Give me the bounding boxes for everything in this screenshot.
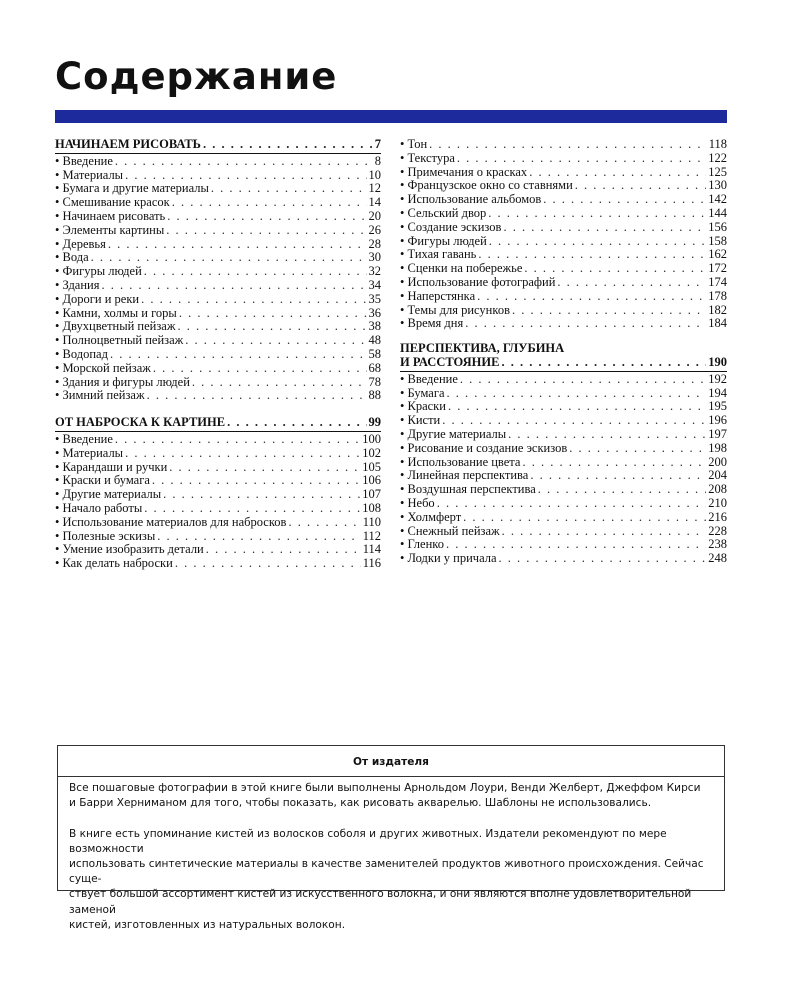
toc-entry[interactable] bbox=[55, 474, 381, 488]
toc-entry[interactable] bbox=[400, 248, 727, 262]
leader-dots bbox=[144, 265, 367, 279]
note-line: В книге есть упоминание кистей из волосков соболя и других животных. Издатели рекомендуют по мере возможности bbox=[69, 827, 667, 855]
entry-label: • Начало работы bbox=[55, 500, 143, 515]
page-number: 99 bbox=[368, 415, 381, 430]
entry-label: • Введение bbox=[55, 153, 113, 168]
page-number: 210 bbox=[708, 495, 727, 510]
page-number: 182 bbox=[708, 302, 727, 317]
leader-dots bbox=[543, 193, 706, 207]
toc-entry[interactable] bbox=[55, 557, 381, 571]
page-number: 14 bbox=[368, 195, 381, 210]
toc-list bbox=[55, 155, 381, 403]
leader-dots bbox=[179, 307, 367, 321]
entry-label: • Фигуры людей bbox=[400, 233, 487, 248]
leader-dots bbox=[108, 238, 367, 252]
leader-dots bbox=[502, 525, 707, 539]
toc-entry[interactable] bbox=[400, 525, 727, 539]
toc-section-heading[interactable] bbox=[400, 356, 727, 370]
note-line: ствует большой ассортимент кистей из искусственного волокна, и они являются вполне удовлетворительной заменой bbox=[69, 888, 692, 916]
entry-label: • Дороги и реки bbox=[55, 291, 140, 306]
entry-label: • Элементы картины bbox=[55, 222, 165, 237]
page-number: 68 bbox=[368, 360, 381, 375]
leader-dots bbox=[477, 290, 706, 304]
page-number: 248 bbox=[708, 551, 727, 566]
leader-dots bbox=[429, 138, 707, 152]
page-number: 118 bbox=[708, 137, 727, 151]
page-number: 184 bbox=[708, 316, 727, 331]
toc-entry[interactable] bbox=[55, 362, 381, 376]
leader-dots bbox=[125, 169, 366, 183]
toc-left-column bbox=[55, 138, 381, 571]
toc-entry[interactable] bbox=[55, 461, 381, 475]
leader-dots bbox=[522, 456, 706, 470]
entry-label: • Морской пейзаж bbox=[55, 360, 151, 375]
page-number: 198 bbox=[708, 440, 727, 455]
page-number: 8 bbox=[374, 153, 381, 168]
page-number: 78 bbox=[368, 374, 381, 389]
toc-entry[interactable] bbox=[55, 169, 381, 183]
page-number: 162 bbox=[708, 247, 727, 262]
note-line: и Барри Херниманом для того, чтобы показать, как рисовать акварелью. Шаблоны не использовались. bbox=[69, 797, 652, 810]
entry-label: • Здания и фигуры людей bbox=[55, 374, 190, 389]
page-number: 216 bbox=[708, 509, 727, 524]
leader-dots bbox=[499, 552, 707, 566]
leader-dots bbox=[152, 474, 360, 488]
leader-dots bbox=[524, 262, 706, 276]
leader-dots bbox=[157, 530, 360, 544]
entry-label: • Введение bbox=[55, 431, 113, 446]
page-number: 108 bbox=[362, 500, 381, 515]
publisher-note-divider bbox=[58, 776, 724, 777]
entry-label: • Фигуры людей bbox=[55, 264, 142, 279]
page-number: 238 bbox=[708, 537, 727, 552]
page-number: 35 bbox=[368, 291, 381, 306]
toc-entry[interactable] bbox=[55, 320, 381, 334]
page-number: 28 bbox=[368, 236, 381, 251]
leader-dots bbox=[501, 356, 706, 370]
page-number: 110 bbox=[362, 514, 381, 529]
entry-label: • Наперстянка bbox=[400, 288, 476, 303]
leader-dots bbox=[227, 416, 366, 430]
leader-dots bbox=[141, 293, 366, 307]
entry-label: • Бумага и другие материалы bbox=[55, 181, 209, 196]
leader-dots bbox=[203, 138, 373, 152]
toc-entry[interactable] bbox=[400, 166, 727, 180]
page-number: 130 bbox=[708, 178, 727, 193]
page-number: 158 bbox=[708, 233, 727, 248]
entry-label: • Полноцветный пейзаж bbox=[55, 333, 184, 348]
toc-entry[interactable] bbox=[400, 290, 727, 304]
toc-entry[interactable] bbox=[55, 502, 381, 516]
entry-label: • Гленко bbox=[400, 537, 444, 552]
entry-label: • Карандаши и ручки bbox=[55, 459, 168, 474]
page-number: 7 bbox=[374, 137, 381, 151]
toc-entry[interactable] bbox=[400, 179, 727, 193]
note-line: кистей, изготовленных из натуральных волокон. bbox=[69, 918, 346, 931]
entry-label: • Использование фотографий bbox=[400, 274, 556, 289]
leader-dots bbox=[465, 317, 706, 331]
entry-label: • Деревья bbox=[55, 236, 106, 251]
entry-label: • Линейная перспектива bbox=[400, 468, 529, 483]
entry-label: • Камни, холмы и горы bbox=[55, 305, 177, 320]
leader-dots bbox=[177, 320, 366, 334]
leader-dots bbox=[172, 196, 367, 210]
page-number: 228 bbox=[708, 523, 727, 538]
toc-entry[interactable] bbox=[55, 210, 381, 224]
leader-dots bbox=[489, 235, 706, 249]
toc-entry[interactable] bbox=[55, 543, 381, 557]
title-rule bbox=[55, 110, 727, 123]
leader-dots bbox=[437, 497, 707, 511]
toc-entry[interactable] bbox=[55, 376, 381, 390]
toc-entry[interactable] bbox=[55, 389, 381, 403]
leader-dots bbox=[488, 207, 706, 221]
page-number: 30 bbox=[368, 250, 381, 265]
toc-entry[interactable] bbox=[400, 483, 727, 497]
page-number: 156 bbox=[708, 219, 727, 234]
page-title: Содержание bbox=[55, 55, 338, 98]
page-number: 36 bbox=[368, 305, 381, 320]
leader-dots bbox=[102, 279, 367, 293]
toc-entry[interactable] bbox=[400, 538, 727, 552]
entry-label: • Бумага bbox=[400, 385, 445, 400]
entry-label: • Водопад bbox=[55, 346, 108, 361]
leader-dots bbox=[460, 373, 706, 387]
page-number: 114 bbox=[362, 542, 381, 557]
publisher-note-title: От издателя bbox=[352, 756, 429, 768]
leader-dots bbox=[147, 389, 367, 403]
entry-label: • Холмферт bbox=[400, 509, 462, 524]
section-title-line: ПЕРСПЕКТИВА, ГЛУБИНА bbox=[400, 341, 565, 356]
leader-dots bbox=[167, 210, 366, 224]
entry-label: • Вода bbox=[55, 250, 89, 265]
leader-dots bbox=[457, 152, 706, 166]
leader-dots bbox=[538, 483, 706, 497]
leader-dots bbox=[211, 182, 367, 196]
page-number: 190 bbox=[708, 354, 727, 369]
entry-label: • Сельский двор bbox=[400, 205, 487, 220]
entry-label: • Использование материалов для набросков bbox=[55, 514, 287, 529]
page-number: 194 bbox=[708, 385, 727, 400]
entry-label: • Снежный пейзаж bbox=[400, 523, 500, 538]
entry-label: • Французское окно со ставнями bbox=[400, 178, 573, 193]
toc-entry[interactable] bbox=[400, 469, 727, 483]
entry-label: • Тон bbox=[400, 137, 428, 151]
toc-entry[interactable] bbox=[55, 447, 381, 461]
entry-label: • Полезные эскизы bbox=[55, 528, 156, 543]
publisher-note-paragraph bbox=[58, 781, 724, 811]
toc-entry[interactable] bbox=[400, 152, 727, 166]
entry-label: • Материалы bbox=[55, 445, 124, 460]
leader-dots bbox=[110, 348, 367, 362]
publisher-note-box bbox=[57, 745, 725, 931]
page-number: 178 bbox=[708, 288, 727, 303]
toc-entry[interactable] bbox=[400, 138, 727, 152]
entry-label: • Рисование и создание эскизов bbox=[400, 440, 568, 455]
leader-dots bbox=[557, 276, 706, 290]
toc-list bbox=[400, 373, 727, 566]
leader-dots bbox=[166, 224, 366, 238]
toc-entry[interactable] bbox=[400, 400, 727, 414]
toc-entry[interactable] bbox=[55, 488, 381, 502]
entry-label: • Сценки на побережье bbox=[400, 261, 523, 276]
toc-entry[interactable] bbox=[55, 433, 381, 447]
page-number: 107 bbox=[362, 487, 381, 502]
toc-entry[interactable] bbox=[400, 442, 727, 456]
toc-entry[interactable] bbox=[55, 334, 381, 348]
toc-section-heading[interactable] bbox=[55, 416, 381, 430]
toc-entry[interactable] bbox=[55, 155, 381, 169]
entry-label: • Краски и бумага bbox=[55, 473, 150, 488]
entry-label: • Умение изобразить детали bbox=[55, 542, 204, 557]
page-number: 208 bbox=[708, 482, 727, 497]
entry-label: • Краски bbox=[400, 399, 446, 414]
toc-entry[interactable] bbox=[55, 348, 381, 362]
entry-label: • Тихая гавань bbox=[400, 247, 477, 262]
toc-entry[interactable] bbox=[400, 317, 727, 331]
leader-dots bbox=[153, 362, 367, 376]
toc-entry[interactable] bbox=[55, 307, 381, 321]
leader-dots bbox=[169, 461, 360, 475]
leader-dots bbox=[508, 428, 706, 442]
page-number: 32 bbox=[368, 264, 381, 279]
toc-entry[interactable] bbox=[55, 516, 381, 530]
section-title: ОТ НАБРОСКА К КАРТИНЕ bbox=[55, 415, 226, 430]
entry-label: • Использование цвета bbox=[400, 454, 521, 469]
entry-label: • Использование альбомов bbox=[400, 192, 542, 207]
toc-entry[interactable] bbox=[400, 221, 727, 235]
page-number: 192 bbox=[708, 371, 727, 386]
page-number: 34 bbox=[368, 277, 381, 292]
toc-entry[interactable] bbox=[400, 304, 727, 318]
toc-entry[interactable] bbox=[400, 428, 727, 442]
page-number: 58 bbox=[368, 346, 381, 361]
toc-list bbox=[55, 433, 381, 571]
page-number: 116 bbox=[362, 556, 381, 571]
toc-entry[interactable] bbox=[400, 276, 727, 290]
toc-entry[interactable] bbox=[400, 552, 727, 566]
entry-label: • Кисти bbox=[400, 413, 441, 428]
entry-label: • Здания bbox=[55, 277, 100, 292]
entry-label: • Время дня bbox=[400, 316, 464, 331]
toc-entry[interactable] bbox=[55, 196, 381, 210]
toc-entry[interactable] bbox=[400, 456, 727, 470]
toc-entry[interactable] bbox=[55, 182, 381, 196]
leader-dots bbox=[448, 400, 706, 414]
leader-dots bbox=[530, 469, 706, 483]
toc-entry[interactable] bbox=[400, 414, 727, 428]
toc-entry[interactable] bbox=[55, 265, 381, 279]
toc-entry[interactable] bbox=[55, 293, 381, 307]
toc-entry[interactable] bbox=[400, 207, 727, 221]
page-number: 122 bbox=[708, 150, 727, 165]
entry-label: • Смешивание красок bbox=[55, 195, 170, 210]
entry-label: • Небо bbox=[400, 495, 435, 510]
leader-dots bbox=[185, 334, 366, 348]
leader-dots bbox=[91, 251, 367, 265]
leader-dots bbox=[503, 221, 706, 235]
note-line: Все пошаговые фотографии в этой книге были выполнены Арнольдом Лоури, Венди Желберт, Джеффом Кирси bbox=[69, 782, 701, 795]
toc-entry[interactable] bbox=[400, 497, 727, 511]
toc-entry[interactable] bbox=[55, 224, 381, 238]
page-number: 125 bbox=[708, 164, 727, 179]
section-title: И РАССТОЯНИЕ bbox=[400, 354, 500, 369]
leader-dots bbox=[478, 248, 706, 262]
entry-label: • Двухцветный пейзаж bbox=[55, 319, 176, 334]
page-number: 88 bbox=[368, 388, 381, 403]
entry-label: • Начинаем рисовать bbox=[55, 208, 166, 223]
entry-label: • Воздушная перспектива bbox=[400, 482, 536, 497]
leader-dots bbox=[175, 557, 361, 571]
toc-entry[interactable] bbox=[400, 373, 727, 387]
leader-dots bbox=[288, 516, 360, 530]
page-number: 204 bbox=[708, 468, 727, 483]
toc-right-column bbox=[400, 138, 727, 566]
page-number: 100 bbox=[362, 431, 381, 446]
toc-entry[interactable] bbox=[400, 262, 727, 276]
leader-dots bbox=[206, 543, 361, 557]
entry-label: • Примечания о красках bbox=[400, 164, 528, 179]
leader-dots bbox=[115, 155, 373, 169]
toc-section-heading[interactable] bbox=[55, 138, 381, 152]
entry-label: • Введение bbox=[400, 371, 458, 386]
leader-dots bbox=[125, 447, 360, 461]
page-number: 196 bbox=[708, 413, 727, 428]
page-number: 112 bbox=[362, 528, 381, 543]
page-number: 197 bbox=[708, 426, 727, 441]
entry-label: • Текстура bbox=[400, 150, 455, 165]
note-line: использовать синтетические материалы в качестве заменителей продуктов животного происхождения. Сейчас суще- bbox=[69, 858, 704, 886]
entry-label: • Создание эскизов bbox=[400, 219, 502, 234]
toc-entry[interactable] bbox=[400, 387, 727, 401]
entry-label: • Как делать наброски bbox=[55, 556, 173, 571]
page-number: 200 bbox=[708, 454, 727, 469]
toc-entry[interactable] bbox=[400, 235, 727, 249]
entry-label: • Темы для рисунков bbox=[400, 302, 510, 317]
page-number: 10 bbox=[368, 167, 381, 182]
page-number: 12 bbox=[368, 181, 381, 196]
entry-label: • Другие материалы bbox=[400, 426, 507, 441]
entry-label: • Лодки у причала bbox=[400, 551, 497, 566]
leader-dots bbox=[512, 304, 706, 318]
page-number: 20 bbox=[368, 208, 381, 223]
leader-dots bbox=[529, 166, 706, 180]
toc-list bbox=[400, 138, 727, 331]
page-number: 142 bbox=[708, 192, 727, 207]
leader-dots bbox=[575, 179, 706, 193]
toc-entry[interactable] bbox=[55, 238, 381, 252]
toc-entry[interactable] bbox=[400, 193, 727, 207]
leader-dots bbox=[446, 538, 706, 552]
leader-dots bbox=[442, 414, 706, 428]
entry-label: • Другие материалы bbox=[55, 487, 162, 502]
toc-entry[interactable] bbox=[400, 511, 727, 525]
leader-dots bbox=[115, 433, 360, 447]
page-number: 48 bbox=[368, 333, 381, 348]
page-number: 26 bbox=[368, 222, 381, 237]
page-number: 172 bbox=[708, 261, 727, 276]
toc-entry[interactable] bbox=[55, 279, 381, 293]
section-title: НАЧИНАЕМ РИСОВАТЬ bbox=[55, 137, 201, 151]
leader-dots bbox=[144, 502, 360, 516]
leader-dots bbox=[163, 488, 360, 502]
toc-entry[interactable] bbox=[55, 251, 381, 265]
publisher-note-paragraph bbox=[58, 827, 724, 933]
page-number: 195 bbox=[708, 399, 727, 414]
leader-dots bbox=[463, 511, 706, 525]
page-number: 102 bbox=[362, 445, 381, 460]
leader-dots bbox=[569, 442, 706, 456]
page-number: 106 bbox=[362, 473, 381, 488]
toc-entry[interactable] bbox=[55, 530, 381, 544]
leader-dots bbox=[192, 376, 367, 390]
entry-label: • Зимний пейзаж bbox=[55, 388, 145, 403]
page-number: 144 bbox=[708, 205, 727, 220]
page-number: 38 bbox=[368, 319, 381, 334]
page-number: 105 bbox=[362, 459, 381, 474]
leader-dots bbox=[447, 387, 707, 401]
page-number: 174 bbox=[708, 274, 727, 289]
entry-label: • Материалы bbox=[55, 167, 124, 182]
